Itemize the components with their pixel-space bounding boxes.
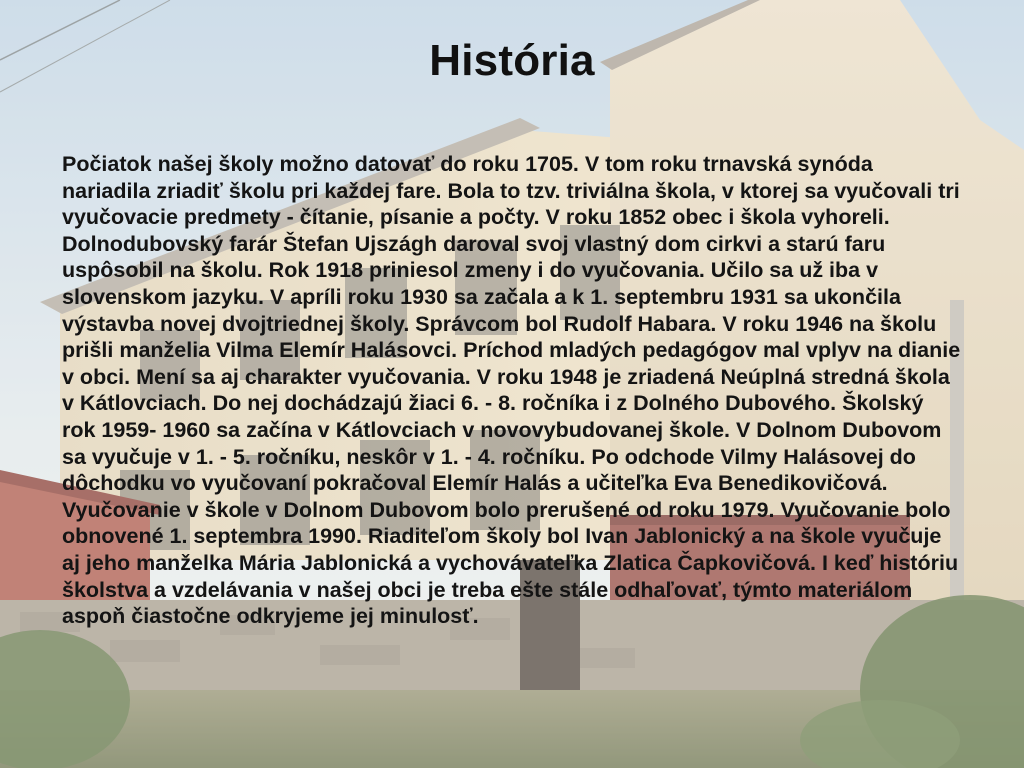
slide-title: História — [429, 36, 595, 85]
slide-body-text: Počiatok našej školy možno datovať do roku 1705. V tom roku trnavská synóda nariadila zriadiť školu pri každej fare. Bola to tzv. triviálna škola, v ktorej sa vyučovali tri vyučovacie predmety - čítanie, písanie a počty. V roku 1852 obec i škola vyhoreli. Dolnodubovský farár Štefan Ujszágh daroval svoj vlastný dom cirkvi a starú faru uspôsobil na školu. Rok 1918 priniesol zmeny i do vyučovania. Učilo sa už iba v slovenskom jazyku. V apríli roku 1930 sa začala a k 1. septembru 1931 sa ukončila výstavba novej dvojtriednej školy. Správcom bol Rudolf Habara. V roku 1946 na školu prišli manželia Vilma Elemír Halásovci. Príchod mladých pedagógov mal vplyv na dianie v obci. Mení sa aj charakter vyučovania. V roku 1948 je zriadená Neúplná stredná škola v Kátlovciach. Do nej dochádzajú žiaci 6. - 8. ročníka i z Dolného Dubového. Školský rok 1959- 1960 sa začína v Kátlovciach v novovybudovanej škole. V Dolnom Dubovom sa vyučuje v 1. - 5. ročníku, neskôr v 1. - 4. ročníku. Po odchode Vilmy Halásovej do dôchodku vo vyučovaní pokračoval Elemír Halás a učiteľka Eva Benedikovičová. Vyučovanie v škole v Dolnom Dubovom bolo prerušené od roku 1979. Vyučovanie bolo obnovené 1. septembra 1990. Riaditeľom školy bol Ivan Jablonický a na škole vyučuje aj jeho manželka Mária Jablonická a vychovávateľka Zlatica Čapkovičová. I keď históriu školstva a vzdelávania v našej obci je treba ešte stále odhaľovať, týmto materiálom aspoň čiastočne odkryjeme jej minulosť. — [62, 152, 961, 629]
